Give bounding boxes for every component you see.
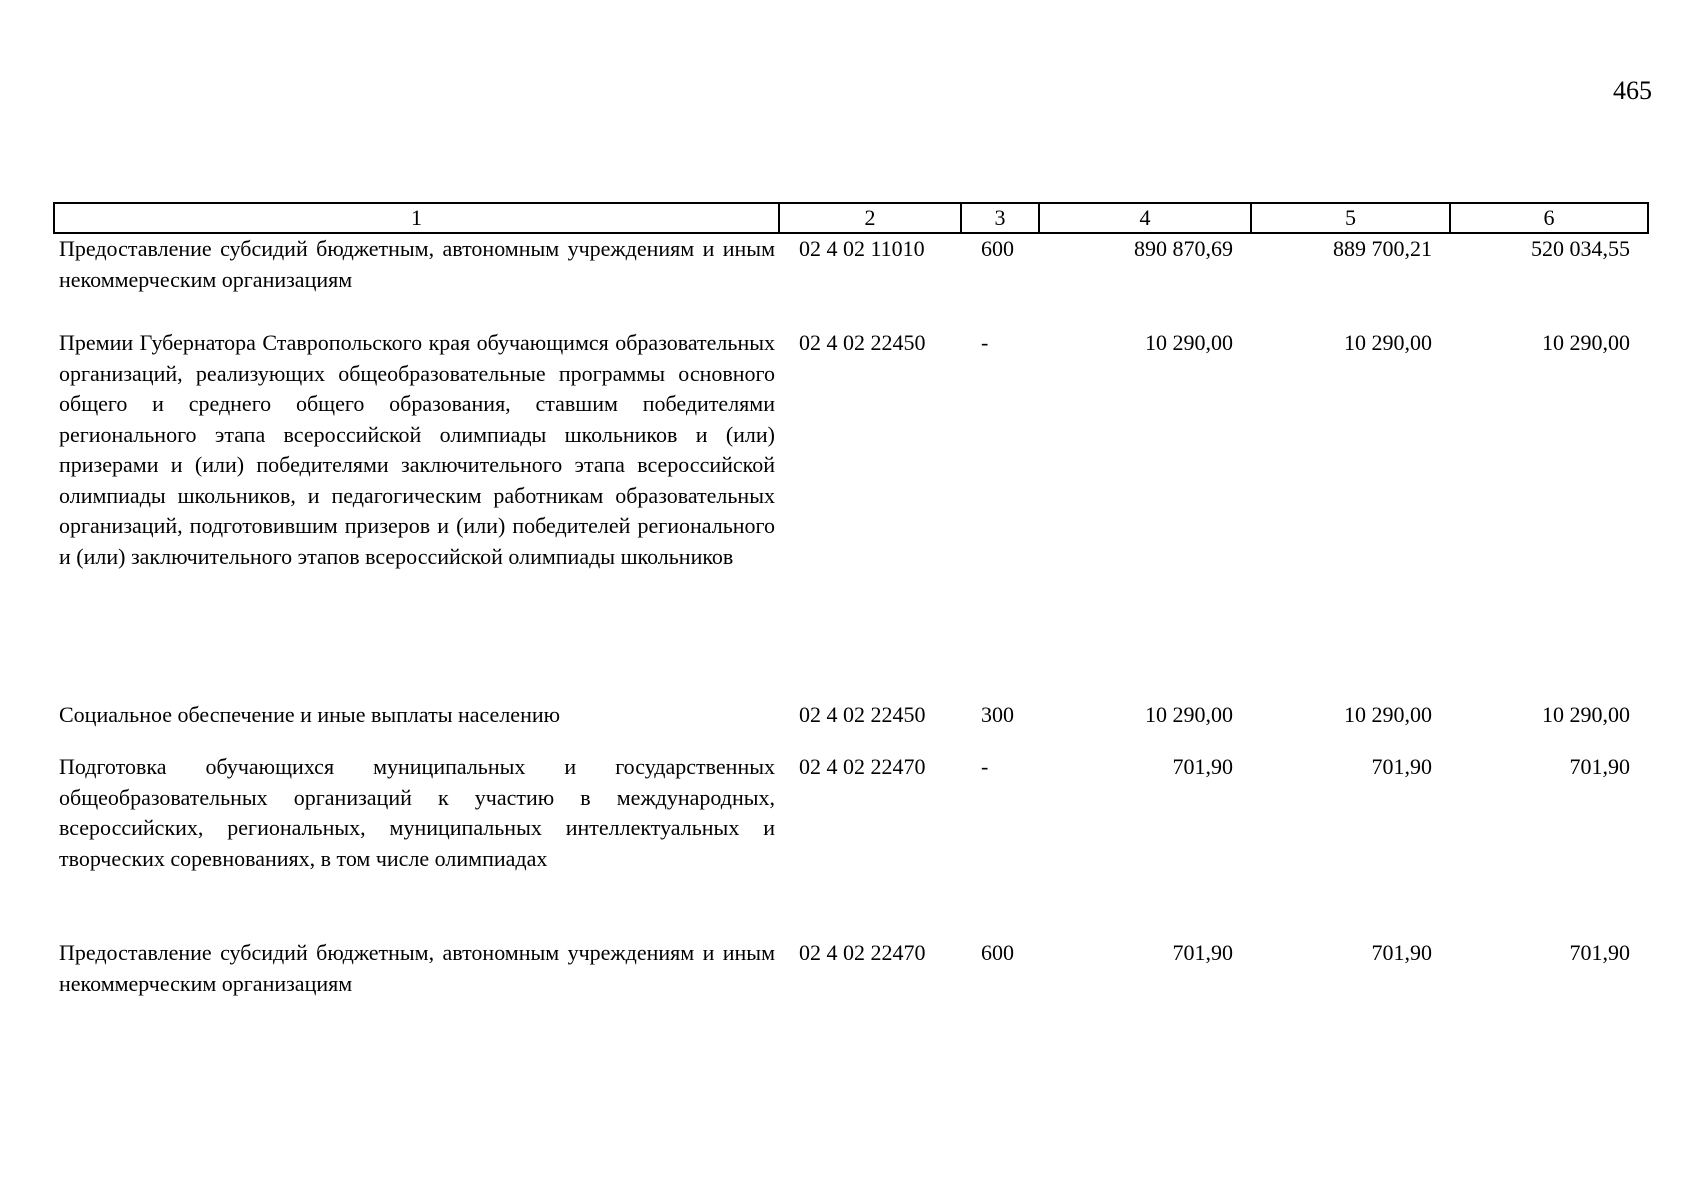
row-code: 02 4 02 22450: [799, 702, 926, 727]
row-name: Премии Губернатора Ставропольского края обучающимся образовательных организаций, реализующих общеобразовательные программы основного общего и среднего общего образования, ставшим победителями регионального этапа всероссийской олимпиады школьников и (или) призерами и (или) победителями заключительного этапа всероссийской олимпиады школьников, и педагогическим работникам образовательных организаций, подготовившим призеров и (или) победителей регионального и (или) заключительного этапов всероссийской олимпиады школьников: [59, 330, 775, 569]
row-expense-type: -: [981, 754, 989, 779]
row-value-4: 10 290,00: [1145, 330, 1233, 355]
column-header-4: 4: [1039, 203, 1251, 233]
row-value-6: 10 290,00: [1542, 330, 1630, 355]
row-value-6: 520 034,55: [1531, 236, 1630, 261]
row-code: 02 4 02 22470: [799, 754, 926, 779]
row-value-4: 701,90: [1172, 754, 1233, 779]
row-code: 02 4 02 11010: [799, 236, 925, 261]
table-row: [54, 752, 1648, 938]
table-row: [54, 938, 1648, 1008]
row-value-4: 10 290,00: [1145, 702, 1233, 727]
row-value-5: 889 700,21: [1333, 236, 1432, 261]
table-row: [54, 233, 1648, 328]
row-name: Предоставление субсидий бюджетным, автономным учреждениям и иным некоммерческим организациям: [59, 236, 775, 292]
row-name: Социальное обеспечение и иные выплаты населению: [59, 702, 561, 727]
row-expense-type: 600: [981, 940, 1014, 965]
page-number: 465: [1613, 76, 1652, 105]
column-header-1: 1: [54, 203, 779, 233]
row-value-6: 10 290,00: [1542, 702, 1630, 727]
row-value-5: 701,90: [1371, 754, 1432, 779]
row-value-6: 701,90: [1569, 940, 1630, 965]
table-row: [54, 328, 1648, 700]
row-value-4: 701,90: [1172, 940, 1233, 965]
row-code: 02 4 02 22450: [799, 330, 926, 355]
column-header-2: 2: [779, 203, 961, 233]
row-expense-type: 600: [981, 236, 1014, 261]
row-name: Подготовка обучающихся муниципальных и государственных общеобразовательных организаций к участию в международных, всероссийских, региональных, муниципальных интеллектуальных и творческих соревнованиях, в том числе олимпиадах: [59, 754, 775, 871]
header-row: [54, 203, 1648, 233]
row-name: Предоставление субсидий бюджетным, автономным учреждениям и иным некоммерческим организациям: [59, 940, 775, 996]
table-body: [54, 233, 1648, 1008]
column-header-5: 5: [1251, 203, 1450, 233]
row-value-5: 701,90: [1371, 940, 1432, 965]
row-expense-type: 300: [981, 702, 1014, 727]
column-header-3: 3: [961, 203, 1039, 233]
row-expense-type: -: [981, 330, 989, 355]
row-code: 02 4 02 22470: [799, 940, 926, 965]
table-header: [54, 203, 1648, 233]
row-value-5: 10 290,00: [1344, 330, 1432, 355]
row-value-5: 10 290,00: [1344, 702, 1432, 727]
table-row: [54, 700, 1648, 752]
row-value-6: 701,90: [1569, 754, 1630, 779]
column-header-6: 6: [1450, 203, 1648, 233]
budget-table: [53, 202, 1649, 1008]
row-value-4: 890 870,69: [1134, 236, 1233, 261]
